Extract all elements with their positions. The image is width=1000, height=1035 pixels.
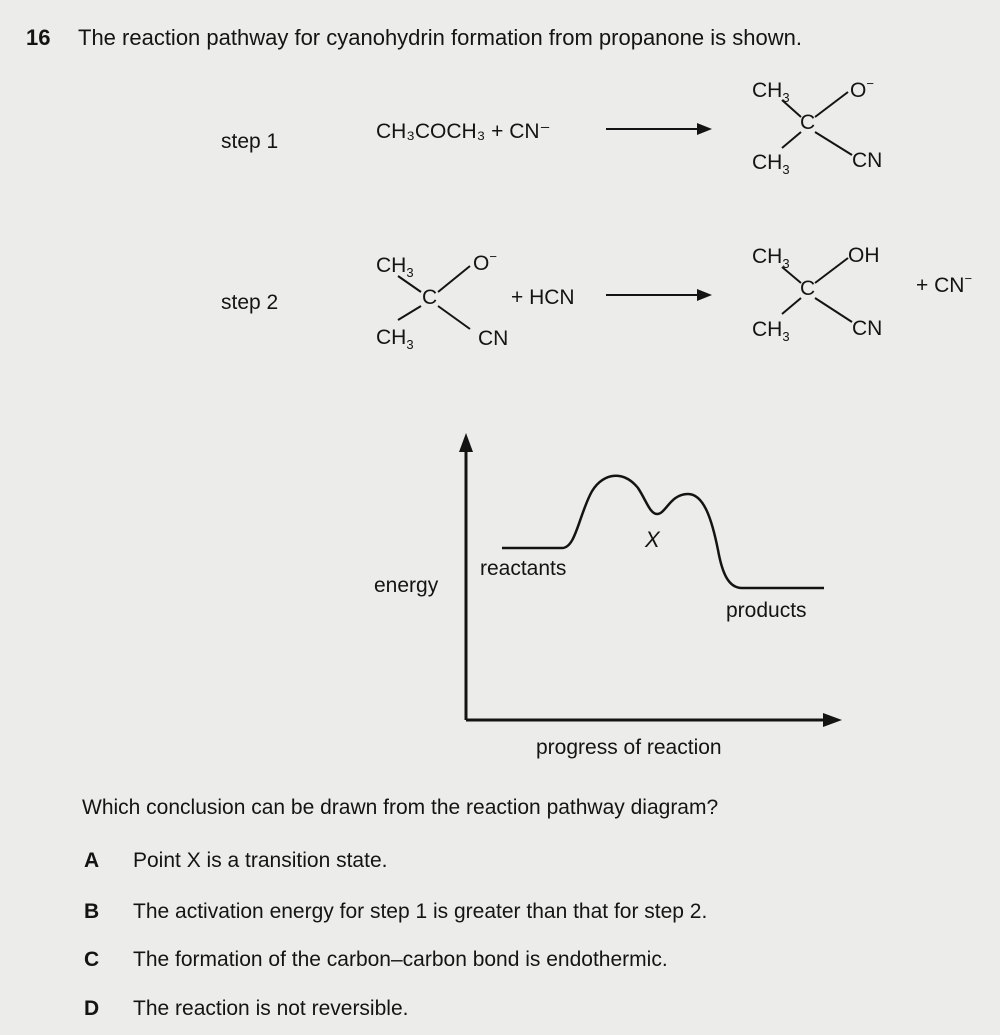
step-1-reactants: CH₃COCH₃ + CN⁻ bbox=[376, 120, 551, 143]
y-axis-label: energy bbox=[374, 574, 439, 597]
step-2-reagent: + HCN bbox=[511, 286, 575, 309]
question-number: 16 bbox=[26, 25, 51, 50]
option-d-text: The reaction is not reversible. bbox=[133, 997, 409, 1020]
option-b-text: The activation energy for step 1 is greater than that for step 2. bbox=[133, 900, 708, 923]
step-2-product-ch3-bottom: $CH_3$ bbox=[752, 318, 790, 344]
x-axis-label: progress of reaction bbox=[536, 736, 722, 759]
point-x-label: X bbox=[645, 527, 660, 552]
step-1-product-bonds bbox=[782, 92, 852, 155]
step-1-product-ch3-bottom: $CH_3$ bbox=[752, 151, 790, 177]
step-1-label: step 1 bbox=[221, 130, 279, 153]
step-1-product-ch3-top: $CH_3$ bbox=[752, 79, 790, 105]
y-axis-arrowhead bbox=[459, 433, 473, 452]
step-2-reactant-c: C bbox=[422, 286, 438, 309]
option-a-letter: A bbox=[84, 849, 100, 872]
step-2-product-ch3-top: $CH_3$ bbox=[752, 245, 790, 271]
step-2-arrow bbox=[606, 289, 712, 301]
step-2-label: step 2 bbox=[221, 291, 279, 314]
step-2-reactant-ch3-top: $CH_3$ bbox=[376, 254, 414, 280]
x-axis-arrowhead bbox=[823, 713, 842, 727]
step-2-reactant-o-minus: O− bbox=[473, 249, 497, 275]
products-label: products bbox=[726, 599, 807, 622]
step-2-product-bonds bbox=[782, 258, 852, 322]
step-1-product-o-minus: O− bbox=[850, 76, 874, 102]
step-2-reactant-ch3-bottom: $CH_3$ bbox=[376, 326, 414, 352]
option-d-letter: D bbox=[84, 997, 100, 1020]
step-2-product-c: C bbox=[800, 277, 816, 300]
question-prompt: Which conclusion can be drawn from the reaction pathway diagram? bbox=[82, 796, 719, 819]
option-b-letter: B bbox=[84, 900, 100, 923]
step-2-product-cn: CN bbox=[852, 317, 883, 340]
energy-axes bbox=[459, 433, 842, 727]
step-2-product-oh: OH bbox=[848, 244, 880, 267]
question-stem: The reaction pathway for cyanohydrin formation from propanone is shown. bbox=[78, 25, 802, 50]
option-c-letter: C bbox=[84, 948, 100, 971]
step-2-reactant-cn: CN bbox=[478, 327, 509, 350]
option-a-text: Point X is a transition state. bbox=[133, 849, 388, 872]
step-2-byproduct: + CN− bbox=[916, 271, 973, 297]
reactants-label: reactants bbox=[480, 557, 567, 580]
step-1-product-cn: CN bbox=[852, 149, 883, 172]
step-1-product-c: C bbox=[800, 111, 816, 134]
option-c-text: The formation of the carbon–carbon bond is endothermic. bbox=[133, 948, 668, 971]
step-1-arrow bbox=[606, 123, 712, 135]
